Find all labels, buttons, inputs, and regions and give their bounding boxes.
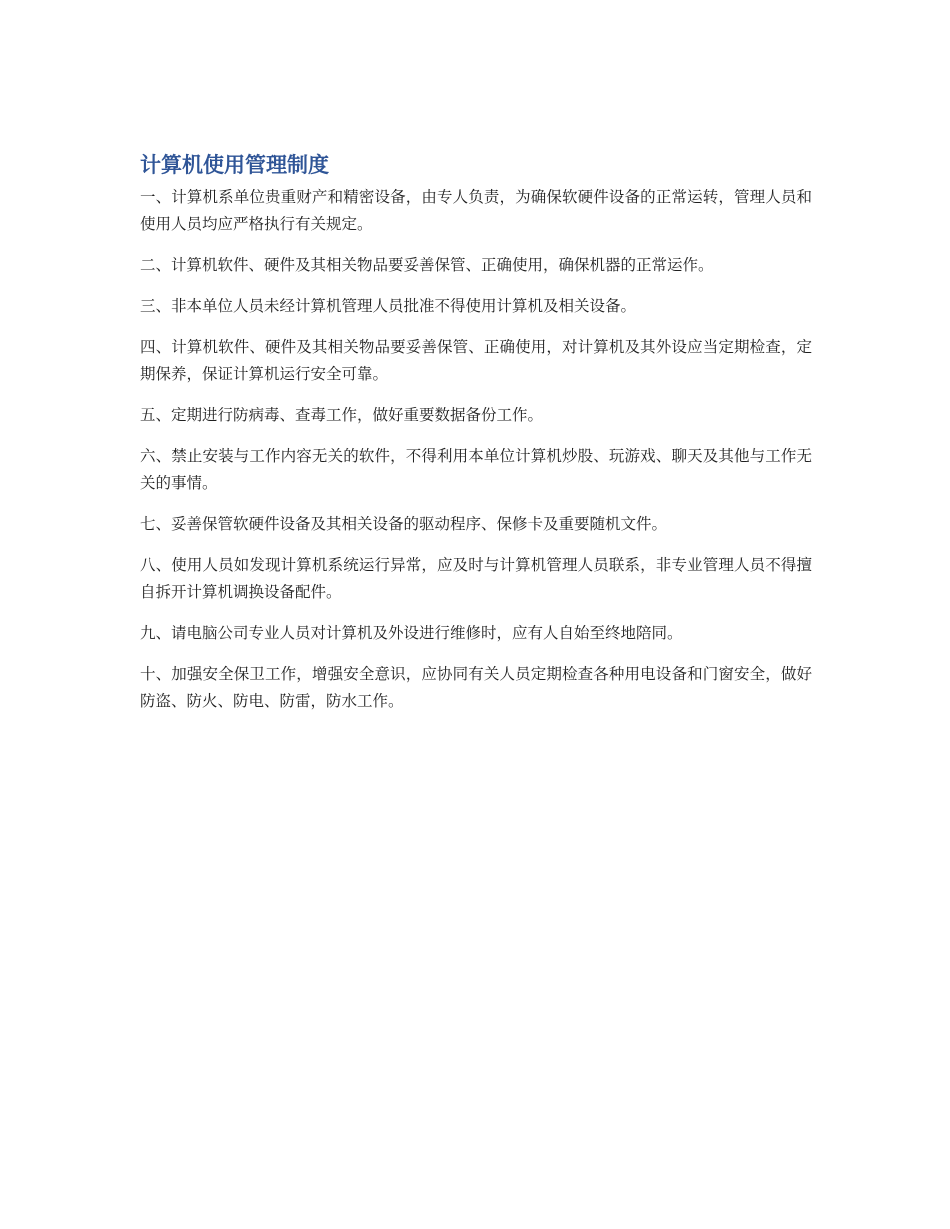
document-body xyxy=(140,150,812,729)
clause-7: 七、妥善保管软硬件设备及其相关设备的驱动程序、保修卡及重要随机文件。 xyxy=(140,515,668,533)
clause-9: 九、请电脑公司专业人员对计算机及外设进行维修时，应有人自始至终地陪同。 xyxy=(140,624,683,642)
clause-4: 四、计算机软件、硬件及其相关物品要妥善保管、正确使用，对计算机及其外设应当定期检查，定期保养，保证计算机运行安全可靠。 xyxy=(140,338,812,383)
clause-1: 一、计算机系单位贵重财产和精密设备，由专人负责，为确保软硬件设备的正常运转，管理人员和使用人员均应严格执行有关规定。 xyxy=(140,188,812,233)
document-title: 计算机使用管理制度 xyxy=(140,153,329,177)
clause-2: 二、计算机软件、硬件及其相关物品要妥善保管、正确使用，确保机器的正常运作。 xyxy=(140,256,714,274)
clause-3: 三、非本单位人员未经计算机管理人员批准不得使用计算机及相关设备。 xyxy=(140,297,637,315)
clause-6: 六、禁止安装与工作内容无关的软件，不得利用本单位计算机炒股、玩游戏、聊天及其他与工作无关的事情。 xyxy=(140,447,812,492)
clause-5: 五、定期进行防病毒、查毒工作，做好重要数据备份工作。 xyxy=(140,406,544,424)
clause-10: 十、加强安全保卫工作，增强安全意识，应协同有关人员定期检查各种用电设备和门窗安全，做好防盗、防火、防电、防雷，防水工作。 xyxy=(140,665,812,710)
clause-8: 八、使用人员如发现计算机系统运行异常，应及时与计算机管理人员联系，非专业管理人员不得擅自拆开计算机调换设备配件。 xyxy=(140,556,812,601)
